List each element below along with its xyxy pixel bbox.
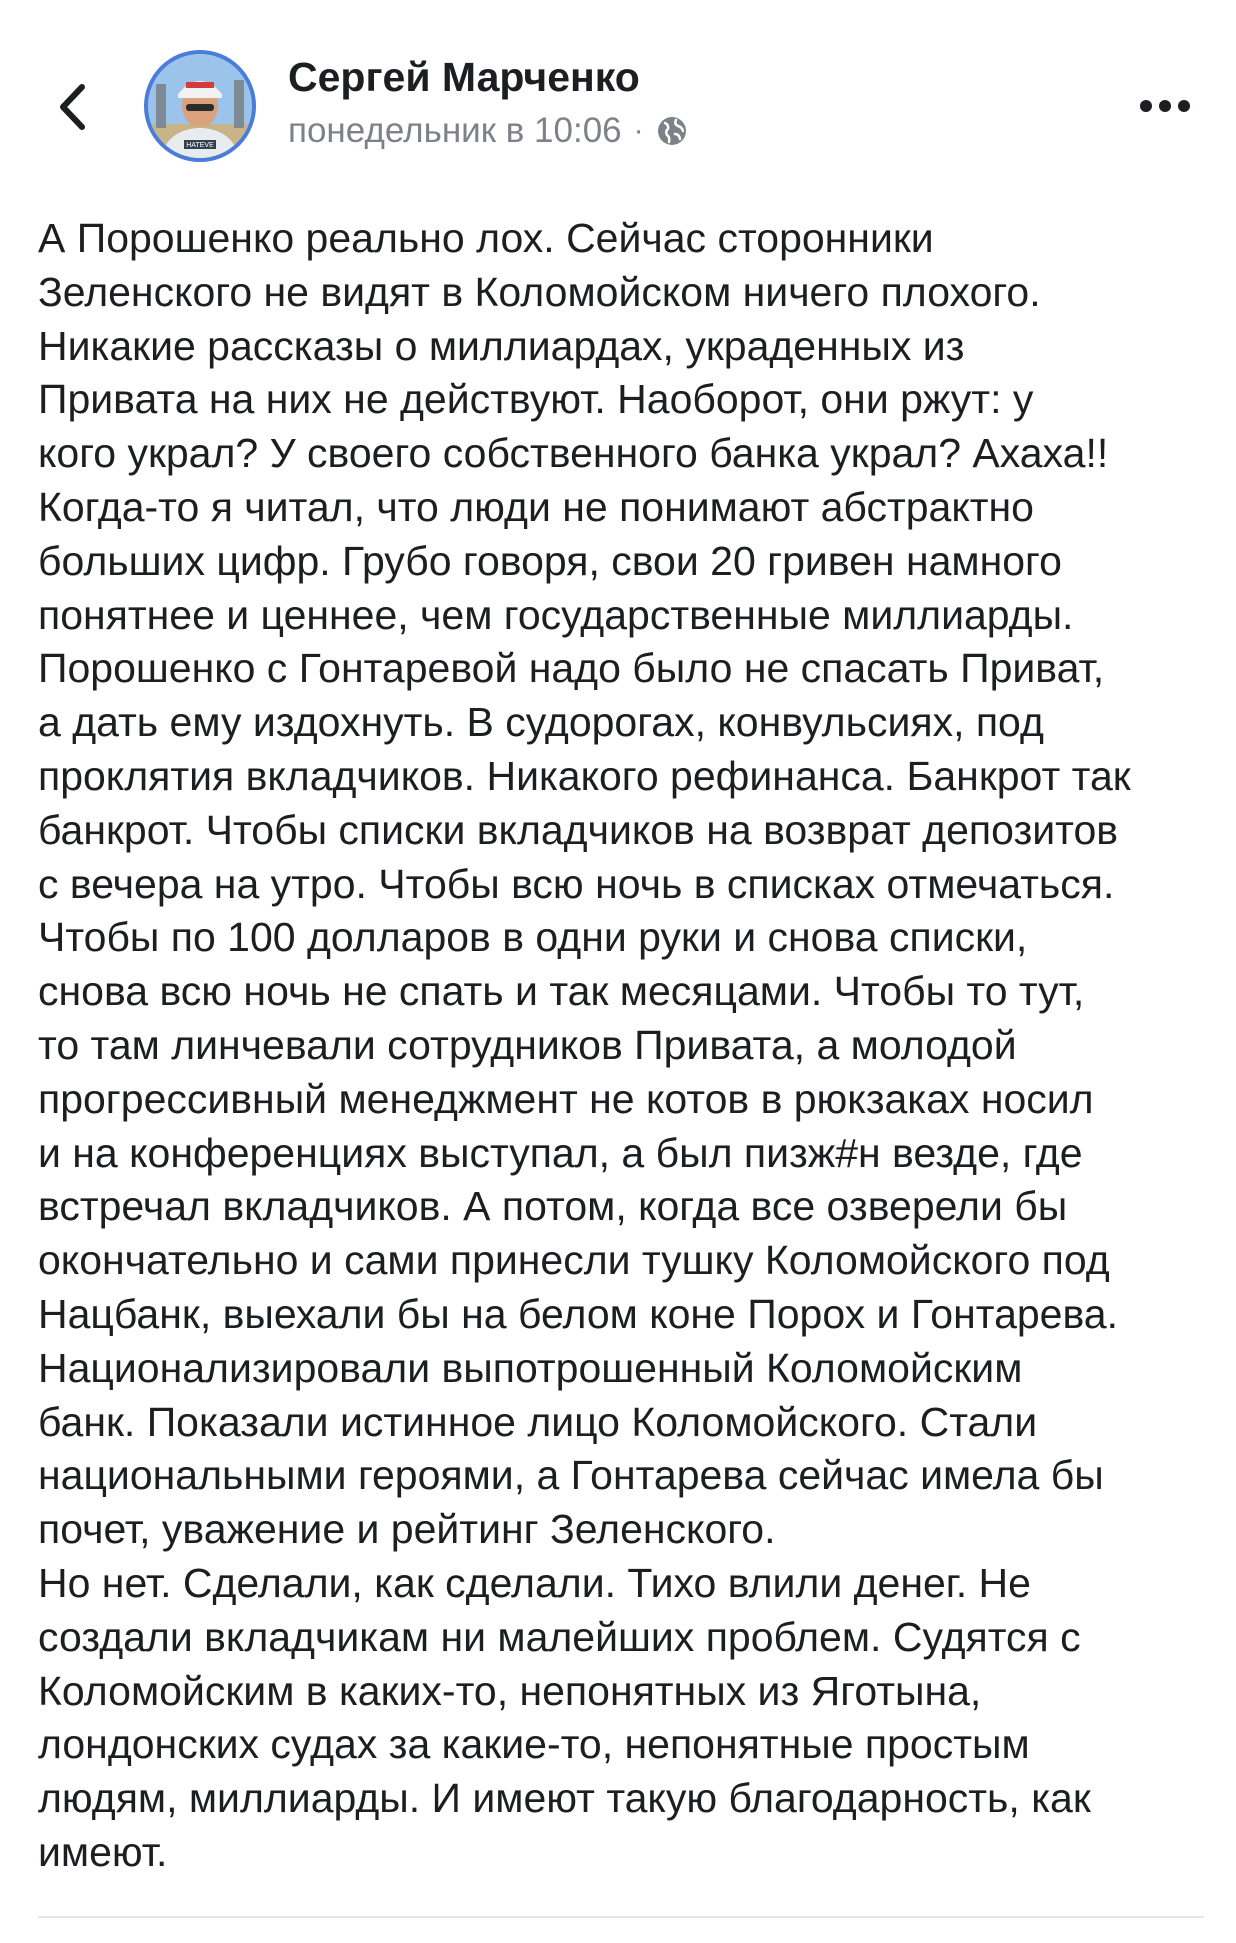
- post-text-line: с вечера на утро. Чтобы всю ночь в списках отмечаться.: [38, 860, 1115, 907]
- globe-icon: [656, 115, 688, 147]
- post-text-line: банк. Показали истинное лицо Коломойского. Стали: [38, 1398, 1038, 1445]
- post-text-line: Коломойским в каких-то, непонятных из Яготына,: [38, 1667, 982, 1714]
- post-text-line: Привата на них не действуют. Наоборот, они ржут: у: [38, 376, 1034, 423]
- more-horizontal-icon: [1139, 99, 1191, 113]
- post-text-line: имеют.: [38, 1828, 168, 1875]
- post-text-line: Никакие рассказы о миллиардах, украденных из: [38, 322, 965, 369]
- more-options-button[interactable]: [1130, 86, 1200, 126]
- chevron-left-icon: [57, 83, 87, 131]
- post-text-line: создали вкладчикам ни малейших проблем. Судятся с: [38, 1613, 1081, 1660]
- post-text-line: окончательно и сами принесли тушку Коломойского под: [38, 1237, 1110, 1284]
- post-text-line: проклятия вкладчиков. Никакого рефинанса. Банкрот так: [38, 752, 1131, 799]
- post-text-line: лондонских судах за какие-то, непонятные простым: [38, 1721, 1030, 1768]
- back-button[interactable]: [42, 72, 102, 142]
- post-text: [38, 212, 1218, 1880]
- post-text-line: Нацбанк, выехали бы на белом коне Порох и Гонтарева.: [38, 1290, 1118, 1337]
- post-text-line: встречал вкладчиков. А потом, когда все озверели бы: [38, 1183, 1068, 1230]
- post-text-line: понятнее и ценнее, чем государственные миллиарды.: [38, 591, 1074, 638]
- post-text-line: Чтобы по 100 долларов в одни руки и снова списки,: [38, 914, 1028, 961]
- post-text-line: почет, уважение и рейтинг Зеленского.: [38, 1506, 776, 1553]
- post-text-line: и на конференциях выступал, а был пизж#н везде, где: [38, 1129, 1083, 1176]
- post-text-line: больших цифр. Грубо говоря, свои 20 гривен намного: [38, 537, 1062, 584]
- post-text-line: прогрессивный менеджмент не котов в рюкзаках носил: [38, 1075, 1094, 1122]
- post-text-line: Зеленского не видят в Коломойском ничего плохого.: [38, 268, 1041, 315]
- post-text-line: банкрот. Чтобы списки вкладчиков на возврат депозитов: [38, 806, 1119, 853]
- meta-separator: ·: [633, 114, 644, 147]
- avatar-shirt-text: HATEVE: [186, 142, 214, 149]
- author-name[interactable]: Сергей Марченко: [288, 54, 640, 100]
- post-text-line: А Порошенко реально лох. Сейчас сторонники: [38, 215, 934, 261]
- post-text-line: национальными героями, а Гонтарева сейчас имела бы: [38, 1452, 1104, 1499]
- post-text-line: Но нет. Сделали, как сделали. Тихо влили денег. Не: [38, 1559, 1031, 1606]
- post-text-line: а дать ему издохнуть. В судорогах, конвульсиях, под: [38, 699, 1044, 746]
- post-text-line: людям, миллиарды. И имеют такую благодарность, как: [38, 1775, 1091, 1822]
- avatar-photo: [148, 54, 252, 158]
- post-divider: [38, 1916, 1204, 1918]
- post-text-line: кого украл? У своего собственного банка украл? Ахаха!!: [38, 430, 1109, 477]
- post-text-line: снова всю ночь не спать и так месяцами. Чтобы то тут,: [38, 968, 1085, 1015]
- post-timestamp[interactable]: понедельник в 10:06: [288, 111, 622, 150]
- post-text-line: то там линчевали сотрудников Привата, а молодой: [38, 1021, 1017, 1068]
- avatar[interactable]: [144, 50, 256, 162]
- post-header: [0, 0, 1236, 200]
- post-text-line: Когда-то я читал, что люди не понимают абстрактно: [38, 483, 1034, 530]
- post-meta: [288, 110, 688, 152]
- post-text-line: Национализировали выпотрошенный Коломойским: [38, 1344, 1023, 1391]
- post-text-line: Порошенко с Гонтаревой надо было не спасать Приват,: [38, 645, 1105, 692]
